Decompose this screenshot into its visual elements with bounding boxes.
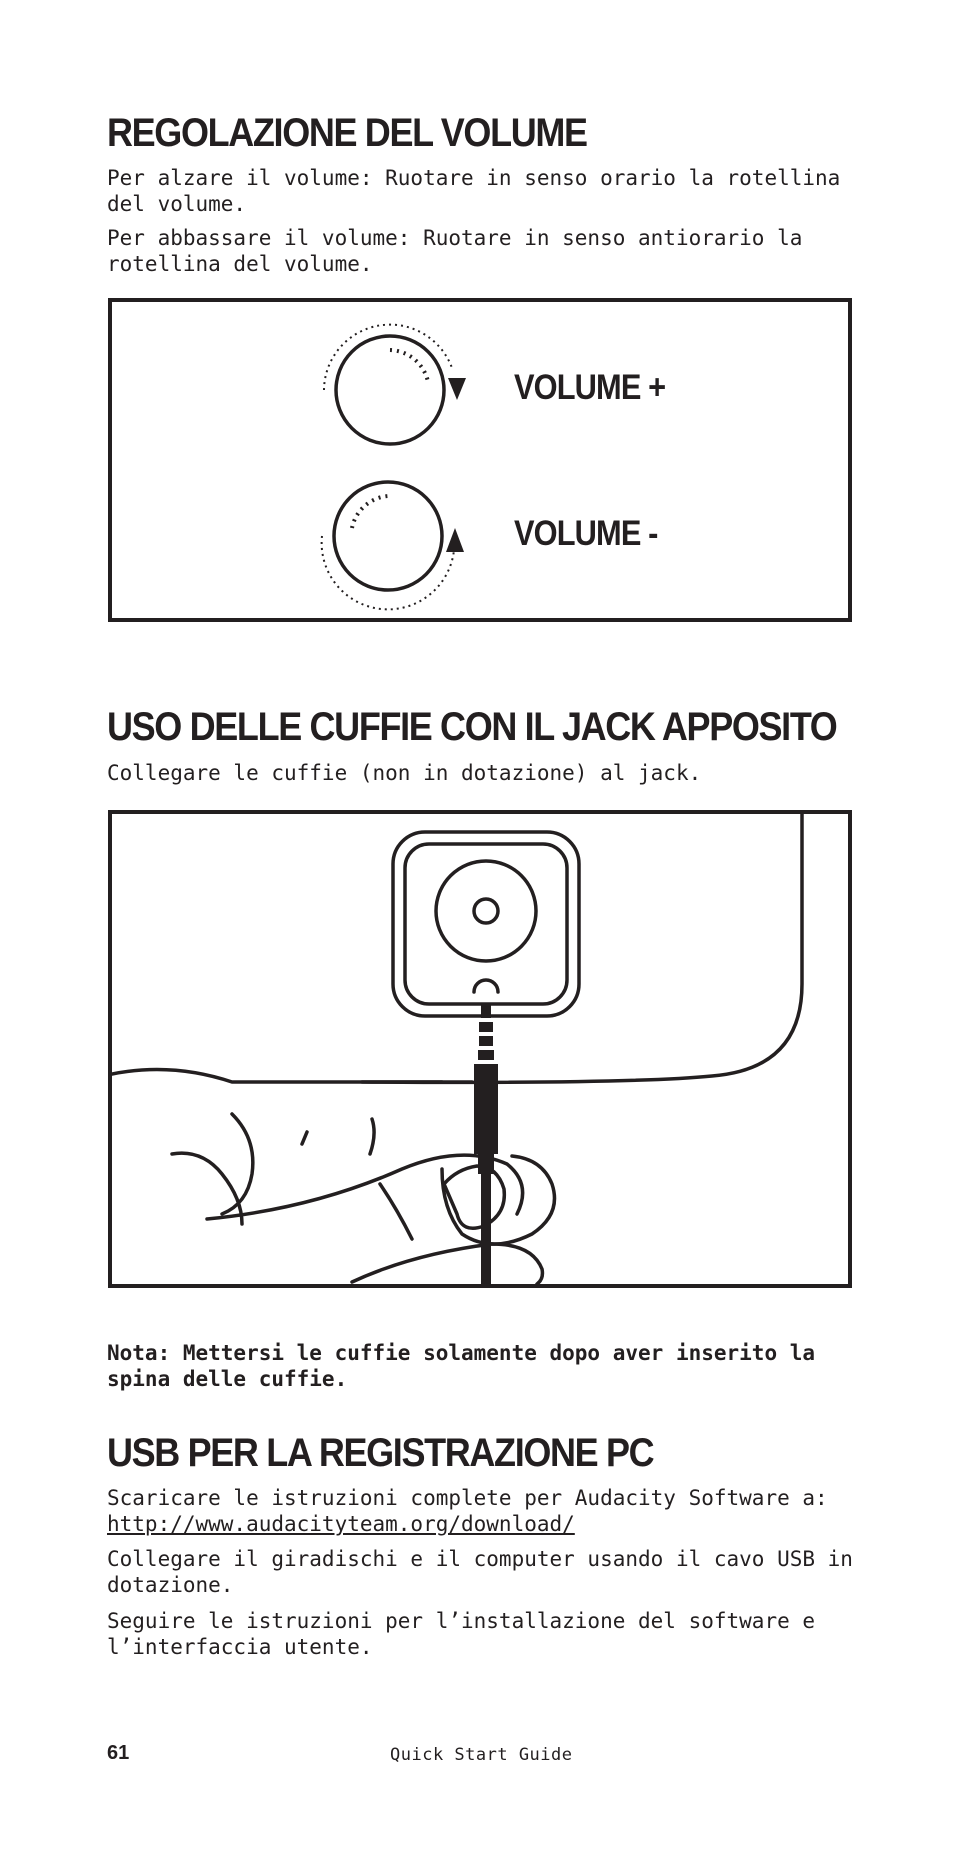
jack-hole — [474, 899, 498, 923]
page-number: 61 — [107, 1742, 130, 1764]
volume-down-label: VOLUME - — [514, 514, 658, 553]
clockwise-inner-ticks — [390, 350, 428, 382]
headphones-heading: USO DELLE CUFFIE CON IL JACK APPOSITO — [107, 705, 837, 749]
arrow-up-icon — [446, 528, 464, 552]
guide-title: Quick Start Guide — [390, 1745, 573, 1765]
hand-finger-mid — [172, 1153, 242, 1224]
volume-heading: REGOLAZIONE DEL VOLUME — [107, 111, 587, 155]
counterclockwise-inner-ticks — [352, 496, 388, 528]
headphones-instruction: Collegare le cuffie (non in dotazione) al jack. — [107, 761, 702, 785]
headphone-jack-illustration — [112, 814, 848, 1284]
headphone-icon — [474, 980, 498, 992]
volume-figure — [108, 298, 852, 622]
audacity-download-link[interactable]: http://www.audacityteam.org/download/ — [107, 1512, 575, 1536]
device-edge — [112, 1070, 472, 1083]
usb-download-text: Scaricare le istruzioni complete per Audacity Software a: — [107, 1486, 828, 1510]
jack-ring — [436, 861, 536, 961]
device-outline — [362, 814, 802, 1082]
volume-up-label: VOLUME + — [514, 368, 666, 407]
usb-install-instruction: Seguire le istruzioni per l’installazione del software e l’interfaccia utente. — [107, 1609, 828, 1659]
volume-down-instruction: Per abbassare il volume: Ruotare in senso antiorario la rotellina del volume. — [107, 226, 816, 276]
volume-knob-up — [336, 336, 444, 444]
volume-up-instruction: Per alzare il volume: Ruotare in senso orario la rotellina del volume. — [107, 166, 853, 216]
hand-lower — [352, 1244, 542, 1284]
usb-download-instruction — [107, 1485, 867, 1537]
hand-thumb — [442, 1156, 555, 1244]
volume-knob-down — [334, 482, 442, 590]
hand-crease-2 — [302, 1132, 307, 1144]
usb-heading: USB PER LA REGISTRAZIONE PC — [107, 1431, 654, 1475]
volume-knob-illustration — [112, 302, 848, 618]
arrow-down-icon — [448, 378, 466, 400]
counterclockwise-dotted-arc — [322, 536, 454, 609]
hand-crease-3 — [370, 1119, 374, 1154]
hand-crease-1 — [380, 1184, 412, 1239]
usb-connect-instruction: Collegare il giradischi e il computer usando il cavo USB in dotazione. — [107, 1547, 866, 1597]
headphones-note: Nota: Mettersi le cuffie solamente dopo aver inserito la spina delle cuffie. — [107, 1341, 828, 1391]
headphone-jack-figure — [108, 810, 852, 1288]
